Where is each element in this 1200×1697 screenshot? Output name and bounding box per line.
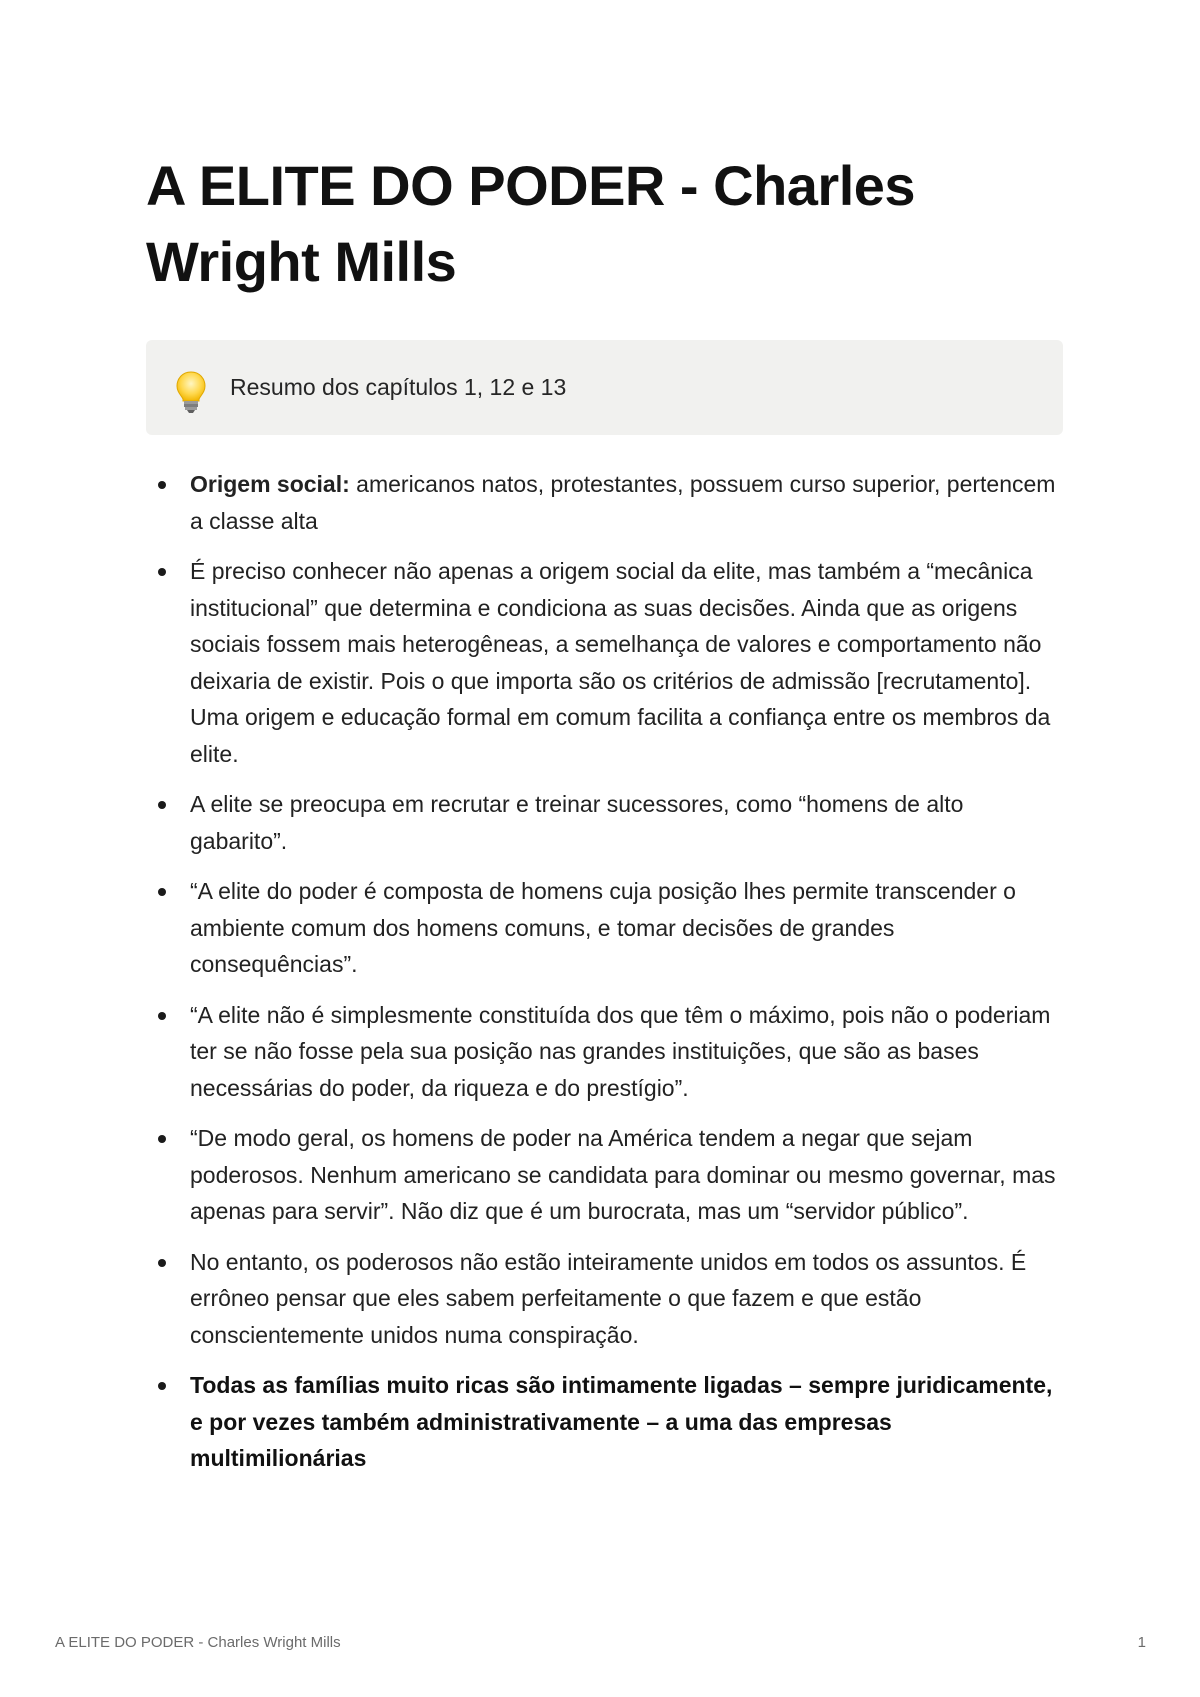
callout-text: Resumo dos capítulos 1, 12 e 13	[230, 374, 567, 400]
item-text: É preciso conhecer não apenas a origem social da elite, mas também a “mecânica institucional” que determina e condiciona as suas decisões. Ainda que as origens sociais fossem mais heterogêneas, a semelhança de valores e comportamento não deixaria de existir. Pois o que importa são os critérios de admissão [recrutamento]. Uma origem e educação formal em comum facilita a confiança entre os membros da elite.	[190, 558, 1051, 767]
bullet-icon	[158, 481, 166, 489]
list-item	[146, 1120, 1066, 1230]
item-label: Origem social:	[190, 471, 350, 497]
bullet-icon	[158, 1259, 166, 1267]
summary-list	[146, 466, 1066, 1491]
item-text: americanos natos, protestantes, possuem curso superior, pertencem a classe alta	[190, 471, 1056, 534]
list-item	[146, 873, 1066, 983]
summary-callout	[146, 340, 1063, 435]
list-item	[146, 466, 1066, 539]
list-item	[146, 997, 1066, 1107]
bullet-icon	[158, 1135, 166, 1143]
bullet-icon	[158, 888, 166, 896]
item-text: “A elite não é simplesmente constituída dos que têm o máximo, pois não o poderiam ter se não fosse pela sua posição nas grandes instituições, que são as bases necessárias do poder, da riqueza e do prestígio”.	[190, 1001, 1051, 1101]
bullet-icon	[158, 568, 166, 576]
list-item	[146, 553, 1066, 772]
bullet-icon	[158, 1012, 166, 1020]
item-text: A elite se preocupa em recrutar e treinar sucessores, como “homens de alto gabarito”.	[190, 791, 964, 854]
item-text: “A elite do poder é composta de homens cuja posição lhes permite transcender o ambiente comum dos homens comuns, e tomar decisões de grandes consequências”.	[190, 878, 1016, 977]
item-text: “De modo geral, os homens de poder na América tendem a negar que sejam poderosos. Nenhum americano se candidata para dominar ou mesmo governar, mas apenas para servir”. Não diz que é um burocrata, mas um “servidor público”.	[190, 1125, 1056, 1224]
item-text: No entanto, os poderosos não estão inteiramente unidos em todos os assuntos. É errôneo pensar que eles sabem perfeitamente o que fazem e que estão conscientemente unidos numa conspiração.	[190, 1248, 1027, 1348]
list-item	[146, 1367, 1066, 1477]
bullet-icon	[158, 801, 166, 809]
list-item	[146, 1244, 1066, 1354]
list-item	[146, 786, 1066, 859]
page-number: 1	[1137, 1634, 1146, 1651]
bullet-icon	[158, 1382, 166, 1390]
lightbulb-icon	[174, 370, 208, 414]
page-title: A ELITE DO PODER - Charles Wright Mills	[146, 154, 916, 293]
item-text: Todas as famílias muito ricas são intimamente ligadas – sempre juridicamente, e por vezes também administrativamente – a uma das empresas multimilionárias	[190, 1372, 1053, 1471]
footer-title: A ELITE DO PODER - Charles Wright Mills	[55, 1634, 341, 1651]
